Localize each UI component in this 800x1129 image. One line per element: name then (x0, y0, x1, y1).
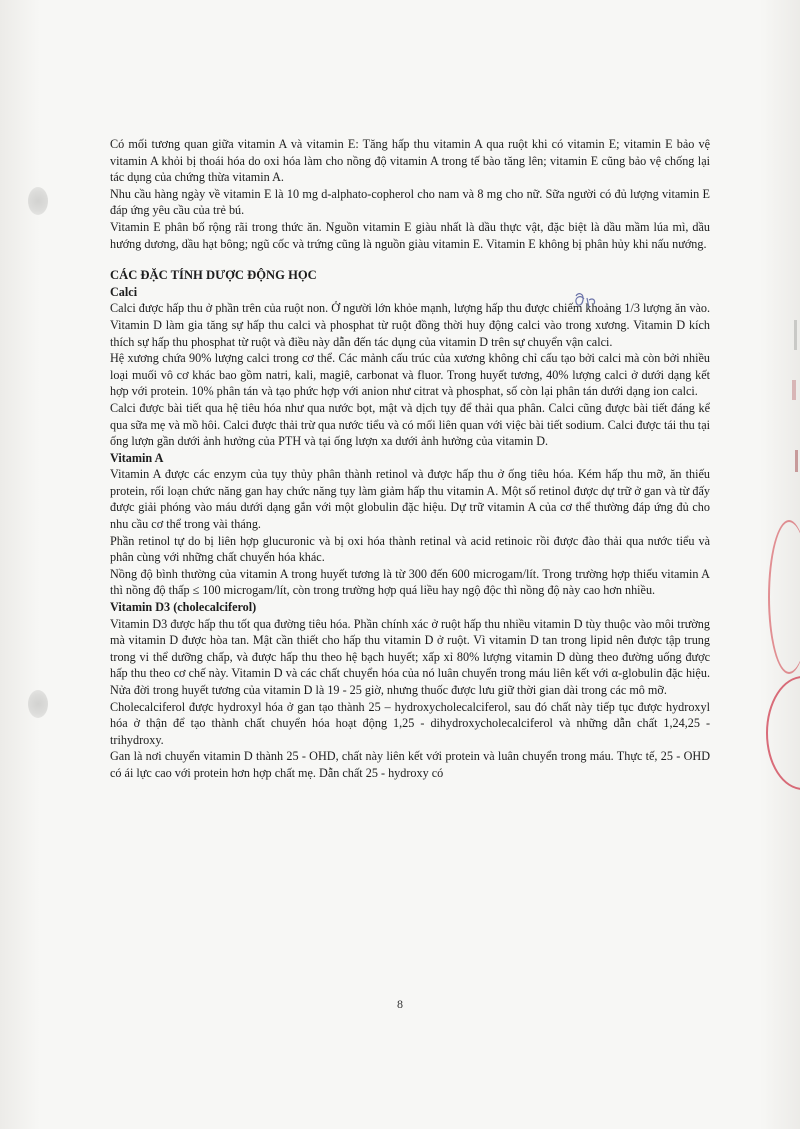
vitamin-d3-paragraph: Cholecalciferol được hydroxyl hóa ở gan tạo thành 25 – hydroxycholecalciferol, sau đó chất này tiếp tục được hydroxyl hóa ở thận để tạo thành chất chuyển hóa hoạt động 1,25 - dihydroxycholecalciferol và những dẫn chất 1,24,25 - trihydroxy. (110, 699, 710, 747)
vitamin-d3-paragraph: Vitamin D3 được hấp thu tốt qua đường tiêu hóa. Phần chính xác ở ruột hấp thu nhiều vitamin D tùy thuộc vào môi trường mà vitamin D được hòa tan. Mật cần thiết cho hấp thu vitamin D ở ruột. Vì vitamin D tan trong lipid nên được tập trung trong vi thể dưỡng chấp, và được hấp thu theo hệ bạch huyết; xấp xỉ 80% lượng vitamin D dùng theo đường uống được hấp thu theo cơ chế này. Vitamin D và các chất chuyển hóa của nó luân chuyển trong máu liên kết với α-globulin đặc hiệu. Nửa đời trong huyết tương của vitamin D là 19 - 25 giờ, nhưng thuốc được lưu giữ thời gian dài trong các mô mỡ. (110, 616, 710, 697)
vitamin-a-paragraph: Phần retinol tự do bị liên hợp glucuronic và bị oxi hóa thành retinal và acid retinoic rồi được đào thải qua nước tiểu và phân cùng với những chất chuyển hóa khác. (110, 533, 710, 565)
punch-hole (28, 690, 48, 718)
section-title: CÁC ĐẶC TÍNH DƯỢC ĐỘNG HỌC (110, 268, 317, 283)
stamp-mark (768, 520, 800, 674)
intro-paragraph: Vitamin E phân bố rộng rãi trong thức ăn. Nguồn vitamin E giàu nhất là dầu thực vật, đặc biệt là dầu mầm lúa mì, dầu hướng dương, dầu hạt bông; ngũ cốc và trứng cũng là nguồn giàu vitamin E. Vitamin E không bị phân hủy khi nấu nướng. (110, 219, 710, 251)
intro-paragraph: Có mối tương quan giữa vitamin A và vitamin E: Tăng hấp thu vitamin A qua ruột khi có vitamin E; vitamin E bảo vệ vitamin A khỏi bị thoái hóa do oxi hóa làm cho nồng độ vitamin A trong tế bào tăng lên; vitamin E cũng bảo vệ chống lại tác dụng của chứng thừa vitamin A. (110, 137, 710, 185)
document-body (110, 136, 710, 782)
calci-paragraph: Calci được hấp thu ở phần trên của ruột non. Ở người lớn khỏe mạnh, lượng hấp thu được chiếm khoảng 1/3 lượng ăn vào. Vitamin D làm gia tăng sự hấp thu calci và phosphat từ ruột đồng thời huy động calci vào trong xương. Vitamin D kích thích sự hấp thu phosphat từ ruột và điều này dẫn đến tác dụng của vitamin D trên sự chuyển vận calci. (110, 301, 710, 349)
subheading-vitamin-d3: Vitamin D3 (cholecalciferol) (110, 600, 257, 615)
page-number: 8 (397, 997, 403, 1011)
calci-paragraph: Hệ xương chứa 90% lượng calci trong cơ thể. Các mảnh cấu trúc của xương không chỉ cấu tạo bởi calci mà còn bởi nhiều loại muối vô cơ khác bao gồm natri, kali, magiê, carbonat và fluor. Trong huyết tương, 40% lượng calci ở dưới dạng kết hợp với protein. 10% phân tán và tạo phức hợp với anion như citrat và phosphat, số còn lại phân tán dưới dạng ion calci. (110, 351, 710, 399)
vitamin-a-paragraph: Vitamin A được các enzym của tụy thủy phân thành retinol và được hấp thu ở ống tiêu hóa. Kém hấp thu mỡ, ăn thiếu protein, rối loạn chức năng gan hay chức năng tụy làm giảm hấp thu vitamin A. Một số retinol được dự trữ ở gan và từ đấy được giải phóng vào máu dưới dạng gắn với một globulin đặc hiệu. Dự trữ vitamin A của cơ thể thường đáp ứng đủ cho nhu cầu cơ thể trong vài tháng. (110, 467, 710, 532)
vitamin-a-paragraph: Nồng độ bình thường của vitamin A trong huyết tương là từ 300 đến 600 microgam/lít. Trong trường hợp thiếu vitamin A thì nồng độ thấp ≤ 100 microgam/lít, còn trong trường hợp quá liều hay ngộ độc thì nồng độ này cao hơn nhiều. (110, 566, 710, 598)
calci-paragraph: Calci được bài tiết qua hệ tiêu hóa như qua nước bọt, mật và dịch tụy để thải qua phân. Calci cũng được bài tiết đáng kể qua sữa mẹ và mồ hôi. Calci được thải trừ qua nước tiểu và có mối liên quan với việc bài tiết sodium. Calci được tái thu tại ống lượn gần dưới ảnh hưởng của PTH và tại ống lượn xa dưới ảnh hưởng của vitamin D. (110, 400, 710, 449)
punch-hole (28, 187, 48, 215)
spacer (110, 252, 710, 267)
edge-scan-marks (786, 320, 800, 480)
vitamin-d3-paragraph: Gan là nơi chuyển vitamin D thành 25 - OHD, chất này liên kết với protein và luân chuyển trong máu. Thực tế, 25 - OHD có ái lực cao với protein hơn hợp chất mẹ. Dẫn chất 25 - hydroxy có (110, 749, 710, 780)
subheading-calci: Calci (110, 284, 138, 299)
subheading-vitamin-a: Vitamin A (110, 450, 164, 465)
intro-paragraph: Nhu cầu hàng ngày về vitamin E là 10 mg d-alphato-copherol cho nam và 8 mg cho nữ. Sữa người có đủ lượng vitamin E đáp ứng yêu cầu của trẻ bú. (110, 186, 710, 218)
stamp-mark (766, 676, 800, 790)
